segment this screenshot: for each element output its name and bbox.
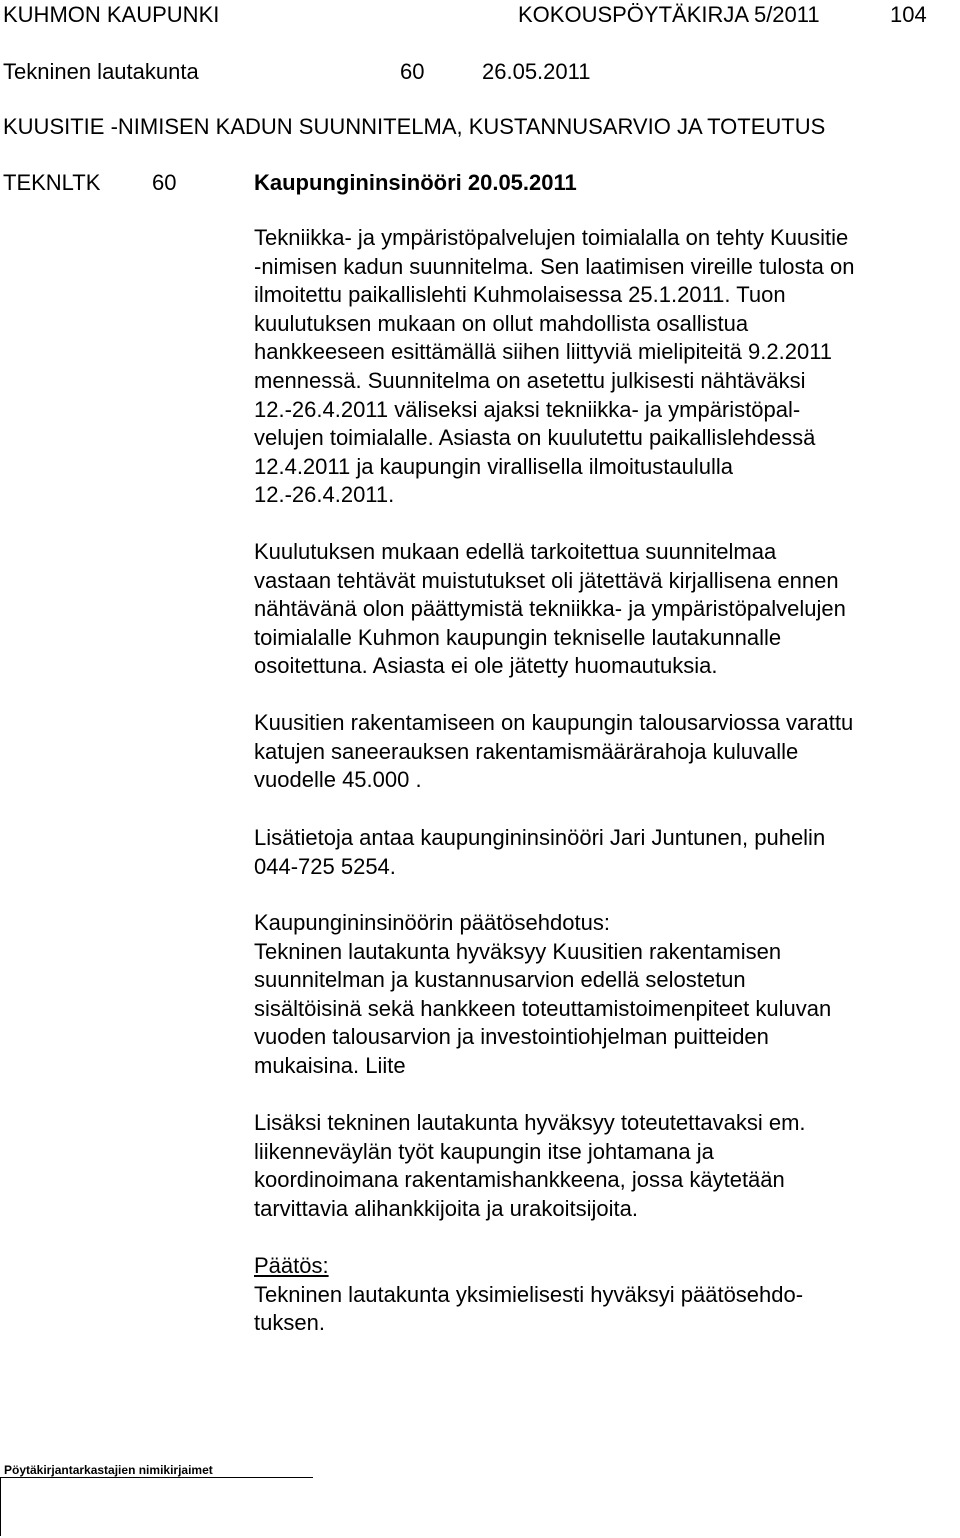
section-number: 60 bbox=[400, 59, 425, 84]
text-line: 12.-26.4.2011. bbox=[254, 482, 395, 508]
paragraph-4 bbox=[254, 824, 944, 881]
reference-section-number: 60 bbox=[152, 170, 177, 195]
text-line: vastaan tehtävät muistutukset oli jätettävä kirjallisena ennen bbox=[254, 567, 839, 593]
text-line: tuksen. bbox=[254, 1310, 325, 1336]
text-line: Kuusitien rakentamiseen on kaupungin talousarviossa varattu bbox=[254, 710, 854, 735]
text-line: 044-725 5254. bbox=[254, 853, 396, 879]
text-line: liikenneväylän työt kaupungin itse johtamana ja bbox=[254, 1138, 714, 1164]
decision-heading-line bbox=[254, 1252, 944, 1281]
subject-title: KUUSITIE -NIMISEN KADUN SUUNNITELMA, KUSTANNUSARVIO JA TOTEUTUS bbox=[3, 114, 826, 139]
committee-name: Tekninen lautakunta bbox=[3, 59, 199, 84]
text-line: osoitettuna. Asiasta ei ole jätetty huomautuksia. bbox=[254, 653, 718, 679]
decision-heading: Päätös: bbox=[254, 1253, 329, 1278]
reference-code: TEKNLTK bbox=[3, 170, 101, 195]
signature-box bbox=[0, 1478, 14, 1536]
text-line: -nimisen kadun suunnitelma. Sen laatimisen vireille tulosta on bbox=[254, 253, 855, 279]
page-number: 104 bbox=[890, 2, 927, 27]
text-line: Tekninen lautakunta yksimielisesti hyväksyi päätösehdo- bbox=[254, 1281, 804, 1307]
addendum-paragraph bbox=[254, 1109, 944, 1223]
text-line: kuulutuksen mukaan on ollut mahdollista osallistua bbox=[254, 310, 749, 336]
text-line: koordinoimana rakentamishankkeena, jossa käytetään bbox=[254, 1167, 785, 1193]
text-line: mukaisina. Liite bbox=[254, 1052, 406, 1078]
proposal-section bbox=[254, 909, 944, 1081]
text-line: 12.-26.4.2011 väliseksi ajaksi tekniikka- ja ympäristöpal- bbox=[254, 396, 801, 422]
text-line: toimialalle Kuhmon kaupungin tekniselle lautakunnalle bbox=[254, 624, 782, 650]
text-line: ilmoitettu paikallislehti Kuhmolaisessa 25.1.2011. Tuon bbox=[254, 282, 786, 308]
meeting-date: 26.05.2011 bbox=[482, 59, 591, 84]
paragraph-1 bbox=[254, 224, 944, 510]
text-line: 12.4.2011 ja kaupungin virallisella ilmoitustaululla bbox=[254, 453, 733, 479]
text-line: Lisätietoja antaa kaupungininsinööri Jari Juntunen, puhelin bbox=[254, 825, 826, 850]
paragraph-2 bbox=[254, 538, 944, 681]
decision-section bbox=[254, 1252, 944, 1338]
text-line: katujen saneerauksen rakentamismäärärahoja kuluvalle bbox=[254, 738, 799, 764]
text-line: tarvittavia alihankkijoita ja urakoitsijoita. bbox=[254, 1195, 638, 1221]
text-line: mennessä. Suunnitelma on asetettu julkisesti nähtäväksi bbox=[254, 367, 806, 393]
document-type: KOKOUSPÖYTÄKIRJA 5/2011 bbox=[518, 2, 820, 27]
text-line: nähtävänä olon päättymistä tekniikka- ja ympäristöpalvelujen bbox=[254, 596, 846, 622]
preparer-date: Kaupungininsinööri 20.05.2011 bbox=[254, 170, 577, 195]
text-line: Tekninen lautakunta hyväksyy Kuusitien rakentamisen bbox=[254, 938, 782, 964]
municipality-name: KUHMON KAUPUNKI bbox=[3, 2, 220, 27]
signature-line bbox=[0, 1477, 313, 1478]
proposal-heading: Kaupungininsinöörin päätösehdotus: bbox=[254, 910, 610, 935]
text-line: Tekniikka- ja ympäristöpalvelujen toimialalla on tehty Kuusitie bbox=[254, 225, 849, 250]
text-line: Lisäksi tekninen lautakunta hyväksyy toteutettavaksi em. bbox=[254, 1110, 806, 1135]
text-line: velujen toimialalle. Asiasta on kuulutettu paikallislehdessä bbox=[254, 425, 816, 451]
text-line: suunnitelman ja kustannusarvion edellä selostetun bbox=[254, 967, 746, 993]
paragraph-3 bbox=[254, 709, 944, 795]
text-line: sisältöisinä sekä hankkeen toteuttamistoimenpiteet kuluvan bbox=[254, 995, 832, 1021]
signature-label: Pöytäkirjantarkastajien nimikirjaimet bbox=[4, 1463, 213, 1477]
text-line: hankkeeseen esittämällä siihen liittyviä mielipiteitä 9.2.2011 bbox=[254, 339, 833, 365]
text-line: vuodelle 45.000 . bbox=[254, 767, 422, 793]
text-line: Kuulutuksen mukaan edellä tarkoitettua suunnitelmaa bbox=[254, 539, 777, 564]
text-line: vuoden talousarvion ja investointiohjelman puitteiden bbox=[254, 1024, 769, 1050]
